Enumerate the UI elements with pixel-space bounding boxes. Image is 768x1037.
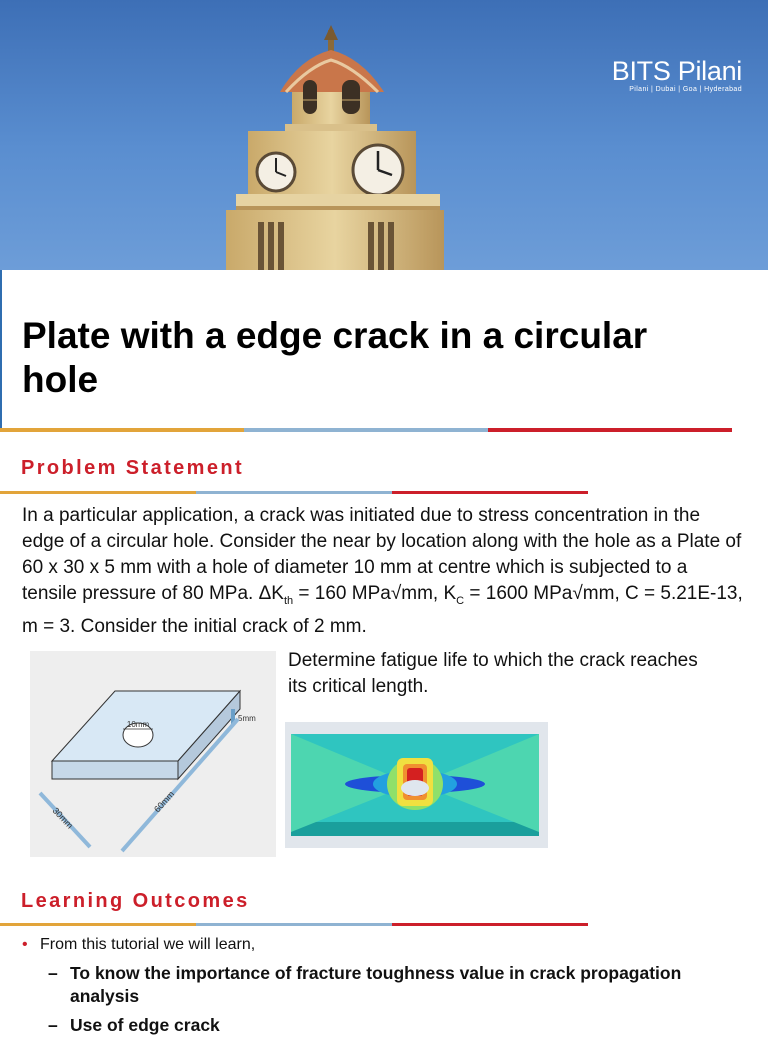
plate-dimension-diagram <box>30 651 276 857</box>
determine-fatigue-text: Determine fatigue life to which the crack reaches its critical length. <box>288 650 698 697</box>
title-area <box>0 270 768 430</box>
problem-heading-stripe <box>0 491 588 494</box>
learning-heading-stripe <box>0 923 588 926</box>
learning-intro-item: • From this tutorial we will learn, <box>22 936 256 953</box>
hole-diameter-label: 10mm <box>126 720 150 729</box>
title-divider-stripe <box>0 428 732 432</box>
clock-tower-image <box>0 0 768 270</box>
problem-statement-heading: Problem Statement <box>21 457 245 479</box>
problem-statement-text: In a particular application, a crack was initiated due to stress concentration in the edge of a circular hole. Consider the near by location along with the hole as a Plate of 60 x 30 x 5 mm with a hole of diameter 10 mm at centre which is subjected to a tensile pressure of 80 MPa. $\Delta K_{th} = 160$ MPa√mm, $K_C = 1600$ MPa√mm, C = 5.21E-13, m = 3. Consider the initial crack of 2 mm. <box>22 505 743 637</box>
width-label: 30mm <box>50 805 75 831</box>
header-banner <box>0 0 768 270</box>
learning-outcome-item: – To know the importance of fracture toughness value in crack propagation analysis <box>48 963 682 1006</box>
brand-name: BITS Pilani <box>611 56 742 86</box>
thickness-label: 5mm <box>238 714 256 723</box>
learning-outcomes-list <box>22 934 742 1037</box>
learning-outcome-item: – Use of edge crack <box>48 1015 220 1035</box>
slide-title: Plate with a edge crack in a circular hole <box>22 315 648 400</box>
length-label: 60mm <box>152 789 177 815</box>
stress-contour-image <box>285 722 548 848</box>
brand-campuses: Pilani | Dubai | Goa | Hyderabad <box>629 86 742 93</box>
bits-pilani-logo <box>612 56 742 93</box>
learning-outcomes-heading: Learning Outcomes <box>21 890 250 912</box>
